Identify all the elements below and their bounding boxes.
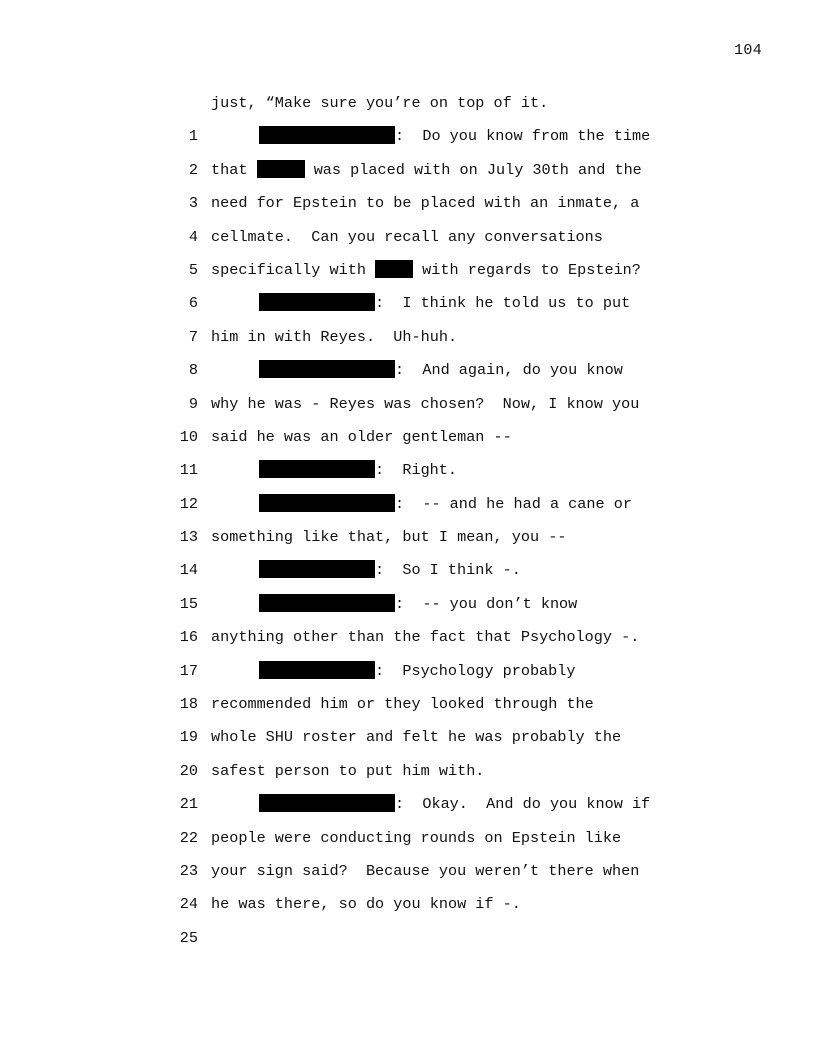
line-content: cellmate. Can you recall any conversations (211, 227, 603, 246)
line-text (259, 788, 650, 821)
line-number: 13 (179, 528, 198, 547)
line-text (211, 321, 457, 354)
line-prefix: specifically with (211, 260, 376, 279)
line-text (211, 388, 639, 421)
line-content: why he was - Reyes was chosen? Now, I know you (211, 394, 640, 413)
line-text (259, 120, 650, 153)
line-content: was placed with on July 30th and the (304, 160, 642, 179)
transcript-line (170, 888, 680, 947)
line-number: 5 (188, 260, 198, 279)
line-number: 8 (188, 361, 198, 380)
line-number: 17 (179, 661, 198, 680)
line-content: : -- you don’t know (395, 594, 578, 613)
line-text (211, 855, 639, 888)
line-content: said he was an older gentleman -- (211, 427, 512, 446)
line-number: 11 (179, 461, 198, 480)
redaction-box (259, 494, 395, 512)
line-content: : So I think -. (375, 561, 521, 580)
line-content: your sign said? Because you weren’t there when (211, 861, 640, 880)
line-content: people were conducting rounds on Epstein like (211, 828, 622, 847)
line-number: 21 (179, 795, 198, 814)
line-content: anything other than the fact that Psychology -. (211, 628, 640, 647)
redaction-box (259, 560, 375, 578)
line-content: just, “Make sure you’re on top of it. (211, 94, 549, 112)
line-text (259, 454, 457, 487)
line-number: 12 (179, 494, 198, 513)
line-text (259, 488, 632, 521)
line-text (211, 822, 621, 855)
line-number: 7 (188, 327, 198, 346)
line-number: 24 (179, 895, 198, 914)
line-text (211, 254, 641, 287)
redaction-box (375, 260, 413, 278)
line-content: : Do you know from the time (395, 127, 651, 146)
line-number: 1 (188, 127, 198, 146)
line-content: : I think he told us to put (375, 294, 631, 313)
line-content: he was there, so do you know if -. (211, 895, 521, 914)
line-content: him in with Reyes. Uh-huh. (211, 327, 458, 346)
line-number: 6 (188, 294, 198, 313)
line-number: 9 (188, 394, 198, 413)
redaction-box (259, 126, 395, 144)
line-number: 2 (188, 160, 198, 179)
line-number: 14 (179, 561, 198, 580)
redaction-box (259, 360, 395, 378)
line-text (259, 588, 577, 621)
transcript-body (170, 87, 680, 947)
page-number: 104 (734, 42, 762, 59)
line-text (211, 187, 639, 220)
line-number: 10 (179, 427, 198, 446)
line-text (211, 755, 484, 788)
redaction-box (259, 661, 375, 679)
line-content: whole SHU roster and felt he was probably the (211, 728, 622, 747)
line-content: : Right. (375, 461, 458, 480)
line-number: 22 (179, 828, 198, 847)
line-text (211, 421, 512, 454)
line-text (259, 554, 521, 587)
line-number: 15 (179, 594, 198, 613)
line-text (211, 721, 621, 754)
redaction-box (259, 293, 375, 311)
redaction-box (259, 594, 395, 612)
line-text (211, 221, 603, 254)
line-text (259, 354, 623, 387)
line-prefix: that (211, 160, 257, 179)
line-text (211, 888, 521, 921)
line-number: 18 (179, 695, 198, 714)
line-content: : Psychology probably (375, 661, 576, 680)
line-text (211, 87, 548, 120)
line-content: safest person to put him with. (211, 761, 485, 780)
line-number: 25 (179, 928, 198, 947)
line-content: recommended him or they looked through the (211, 695, 594, 714)
redaction-box (259, 794, 395, 812)
line-number: 16 (179, 628, 198, 647)
line-number: 20 (179, 761, 198, 780)
line-content: with regards to Epstein? (413, 260, 641, 279)
redaction-box (257, 160, 305, 178)
line-content: need for Epstein to be placed with an inmate, a (211, 194, 640, 213)
line-content: : And again, do you know (395, 361, 623, 380)
line-content: something like that, but I mean, you -- (211, 528, 567, 547)
line-number: 19 (179, 728, 198, 747)
line-text (211, 521, 566, 554)
line-content: : Okay. And do you know if (395, 795, 651, 814)
line-text (211, 688, 594, 721)
redaction-box (259, 460, 375, 478)
line-text (259, 287, 630, 320)
line-number: 23 (179, 862, 198, 880)
line-content: : -- and he had a cane or (395, 494, 632, 513)
line-number: 3 (188, 194, 198, 213)
line-text (211, 154, 642, 187)
line-text (259, 655, 576, 688)
line-number: 4 (188, 227, 198, 246)
line-text (211, 621, 639, 654)
